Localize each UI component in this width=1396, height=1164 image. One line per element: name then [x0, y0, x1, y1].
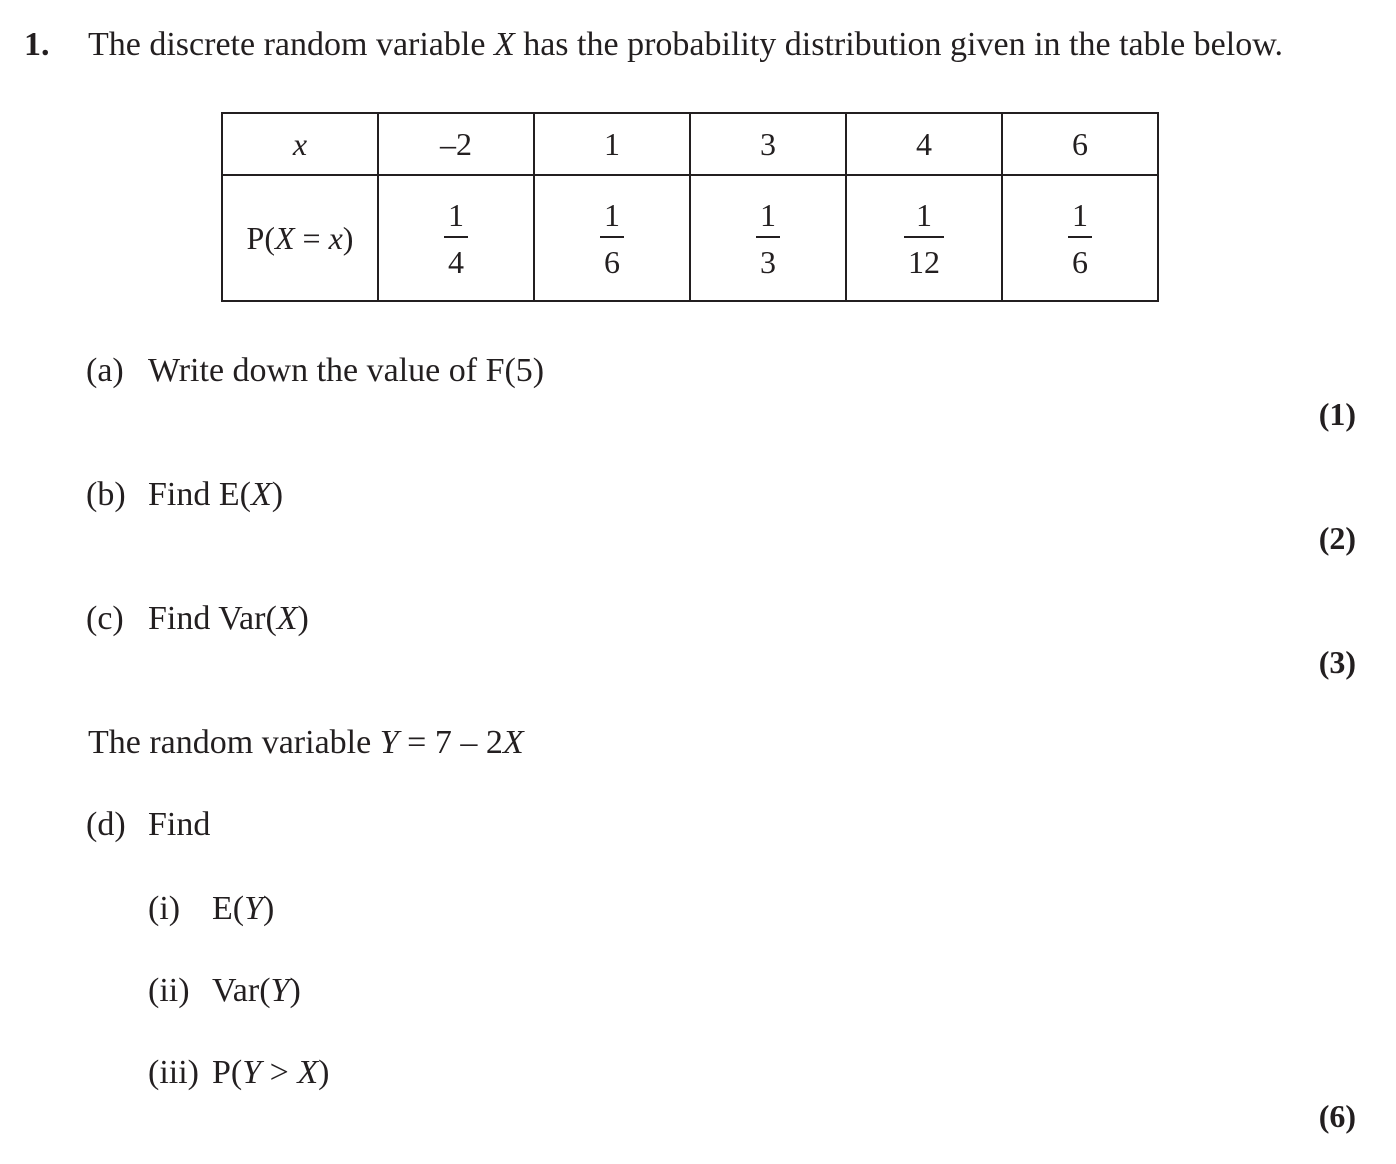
- part-c: (c) Find Var(X): [86, 600, 309, 637]
- probability-row-header: P(X = x): [222, 175, 378, 301]
- x-value: 6: [1002, 113, 1158, 175]
- marks-a: (1): [1318, 396, 1356, 432]
- x-value: –2: [378, 113, 534, 175]
- x-row-header: x: [222, 113, 378, 175]
- probability-table: [221, 112, 1159, 302]
- marks-c: (3): [1318, 644, 1356, 680]
- fraction: $\frac{1}{6}$: [1070, 199, 1090, 278]
- y-definition: The random variable Y = 7 – 2X: [88, 724, 524, 761]
- probability-cell: [690, 175, 846, 301]
- part-d-ii: (ii) Var(Y): [148, 972, 301, 1009]
- fraction: $\frac{1}{6}$: [602, 199, 622, 278]
- probability-cell: [378, 175, 534, 301]
- x-value: 1: [534, 113, 690, 175]
- part-b: (b) Find E(X): [86, 476, 284, 513]
- probability-cell: [846, 175, 1002, 301]
- fraction: $\frac{1}{4}$: [446, 199, 466, 278]
- question-stem: The discrete random variable X has the probability distribution given in the table below.: [88, 26, 1284, 63]
- part-a: (a) Write down the value of F(5): [86, 352, 545, 389]
- fraction: $\frac{1}{3}$: [758, 199, 778, 278]
- part-d-iii: (iii) P(Y > X): [148, 1054, 330, 1091]
- probability-cell: [1002, 175, 1158, 301]
- marks-d: (6): [1318, 1098, 1356, 1134]
- marks-b: (2): [1318, 520, 1356, 556]
- part-d: (d) Find: [86, 806, 211, 843]
- probability-cell: [534, 175, 690, 301]
- question-number: 1.: [24, 26, 50, 63]
- x-row: [222, 113, 1158, 175]
- probability-row: [222, 175, 1158, 301]
- x-value: 3: [690, 113, 846, 175]
- x-value: 4: [846, 113, 1002, 175]
- part-d-i: (i) E(Y): [148, 890, 275, 927]
- fraction: $\frac{1}{12}$: [906, 199, 942, 278]
